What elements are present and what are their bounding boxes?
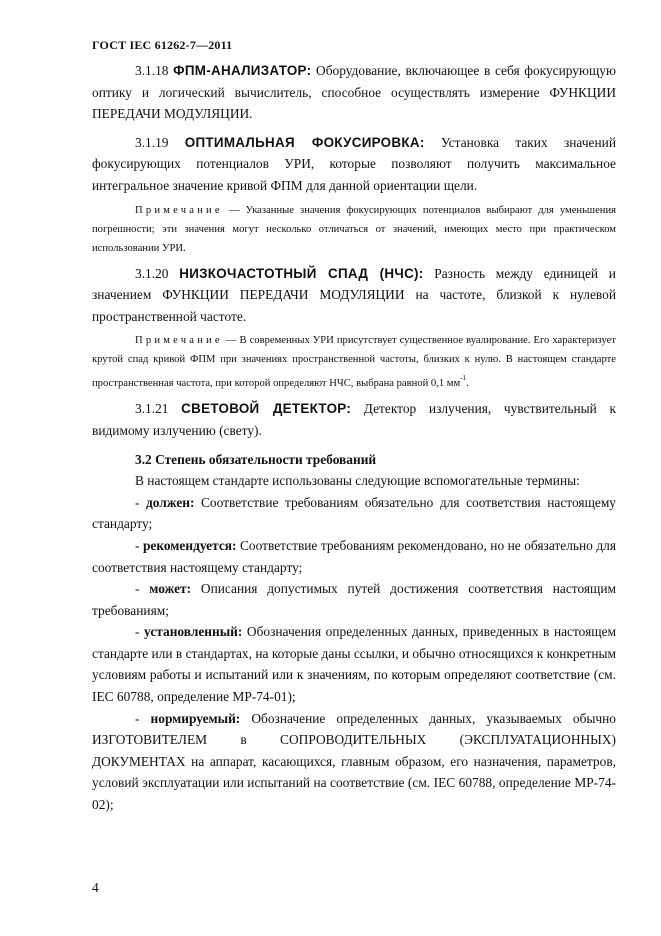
term: должен: [146, 494, 195, 510]
note-text: — Указанные значения фокусирующих потенциалов выбирают для уменьшения погрешности; эти значения могут несколько отличаться от значений, имеющих место при практическом использовании УРИ. [92, 204, 616, 254]
section-intro: В настоящем стандарте использованы следующие вспомогательные термины: [135, 473, 580, 489]
term-text: Соответствие требованиям обязательно для соответствия настоящему стандарту; [92, 494, 616, 532]
note-text: — В современных УРИ присутствует существенное вуалирование. Его характеризует крутой спад кривой ФПМ при значениях пространственной частоты, близких к нулю. В настоящем стандарте пространственная частота, при которой определяют НЧС, выбрана равной 0,1 мм [92, 335, 616, 390]
term: установленный: [144, 624, 243, 640]
dash: - [135, 710, 151, 726]
list-item [92, 492, 616, 535]
term: рекомендуется: [142, 537, 237, 553]
term-text: Описания допустимых путей достижения соответствия настоящим требованиям; [92, 581, 616, 618]
list-item [92, 708, 616, 816]
dash: - [135, 624, 145, 640]
term: НИЗКОЧАСТОТНЫЙ СПАД (НЧС): [179, 265, 424, 281]
definition-text: Детектор излучения, чувствительный к видимому излучению (свету). [92, 401, 616, 438]
note-3-1-20 [92, 331, 616, 393]
clause-number: 3.1.20 [135, 265, 169, 281]
dash: - [135, 494, 146, 510]
clause-number: 3.1.18 [135, 63, 169, 78]
term-text: Обозначения определенных данных, приведенных в настоящем стандарте или в стандартах, на которые даны ссылки, и обычно относящихся к конкретным условиям работы и испытаний или к значениям, по которым определяют соответствие (см. IEC 60788, определение МР-74-01); [92, 624, 616, 705]
list-item [92, 621, 616, 707]
list-item [92, 578, 616, 621]
note-3-1-19 [92, 201, 616, 258]
definition-text: Установка таких значений фокусирующих потенциалов УРИ, которые позволяют получить максимальное интегральное значение кривой ФПМ для данной ориентации щели. [92, 134, 616, 193]
definition-3-1-20 [92, 263, 616, 328]
definition-3-1-19 [92, 132, 616, 197]
note-label: Примечание [135, 204, 223, 216]
term: ОПТИМАЛЬНАЯ ФОКУСИРОВКА: [184, 134, 425, 150]
term: может: [149, 581, 192, 597]
clause-number: 3.1.21 [135, 401, 169, 417]
clause-number: 3.1.19 [135, 134, 169, 150]
superscript: -1 [460, 374, 467, 383]
dash: - [135, 581, 150, 597]
term: нормируемый: [150, 710, 241, 726]
standard-header: ГОСТ IEC 61262-7—2011 [92, 38, 233, 52]
note-end: . [466, 378, 469, 390]
list-item [92, 535, 616, 578]
section-title: 3.2 Степень обязательности требований [135, 451, 377, 467]
definition-text: Разность между единицей и значением ФУНКЦИИ ПЕРЕДАЧИ МОДУЛЯЦИИ на частоте, близкой к нулевой пространственной частоте. [92, 265, 616, 324]
definition-3-1-21 [92, 398, 616, 441]
term: ФПМ-АНАЛИЗАТОР: [173, 63, 312, 78]
document-body [92, 60, 616, 816]
page-number: 4 [92, 880, 99, 895]
term-text: Соответствие требованиям рекомендовано, но не обязательно для соответствия настоящему стандарту; [92, 537, 616, 575]
term-text: Обозначение определенных данных, указываемых обычно ИЗГОТОВИТЕЛЕМ в СОПРОВОДИТЕЛЬНЫХ (ЭКСПЛУАТАЦИОННЫХ) ДОКУМЕНТАХ на аппарат, касающихся, главным образом, его назначения, параметров, условий эксплуатации или испытаний на соответствие (см. IEC 60788, определение МР-74-02); [92, 710, 616, 813]
definition-text: Оборудование, включающее в себя фокусирующую оптику и логический вычислитель, способное осуществлять измерение ФУНКЦИИ ПЕРЕДАЧИ МОДУЛЯЦИИ. [92, 63, 616, 122]
terms-list [92, 492, 616, 816]
dash: - [135, 537, 143, 553]
term: СВЕТОВОЙ ДЕТЕКТОР: [181, 401, 352, 417]
note-label: Примечание [135, 335, 223, 347]
definition-3-1-18 [92, 60, 616, 125]
